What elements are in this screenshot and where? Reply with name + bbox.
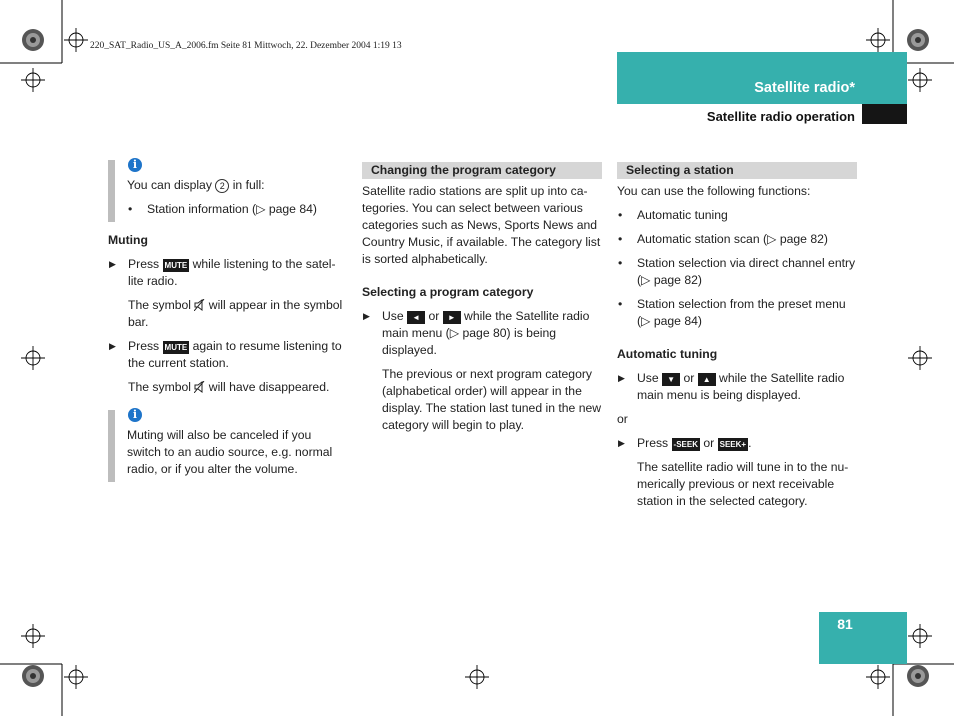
- result-text: The symbol: [128, 380, 195, 394]
- step-text: Press: [128, 257, 163, 271]
- step-text: or: [425, 309, 443, 323]
- step-text: Use: [637, 371, 663, 385]
- step-text: Press: [128, 339, 163, 353]
- instruction-step: [362, 308, 602, 359]
- mute-key-icon: MUTE: [164, 261, 188, 270]
- result-text: will appear in the symbol bar.: [128, 298, 343, 329]
- step-arrow-icon: ▶: [109, 341, 116, 351]
- section-heading-station: Selecting a station: [617, 162, 857, 179]
- step-result: [108, 297, 348, 331]
- bullet-icon: •: [618, 208, 623, 222]
- muting-heading: Muting: [108, 233, 148, 247]
- page-number: 81: [837, 616, 853, 632]
- step-text: or: [680, 371, 698, 385]
- file-meta-line: 220_SAT_Radio_US_A_2006.fm Seite 81 Mittwoch, 22. Dezember 2004 1:19 13: [90, 41, 402, 51]
- section-subtitle: Satellite radio operation: [706, 109, 855, 124]
- list-item: [617, 255, 857, 289]
- instruction-step: [617, 435, 857, 452]
- step-text: Press: [637, 436, 672, 450]
- column-left: [108, 156, 348, 492]
- step-text: or: [700, 436, 718, 450]
- info-text: Muting will also be canceled if you switch to an audio source, e.g. normal radio, or if you alter the volume.: [127, 428, 333, 476]
- down-arrow-key-icon: ▼: [662, 373, 680, 386]
- category-intro: Satellite radio stations are split up into ca-tegories. You can select between various categories such as News, Sports News and Country Music, if available. The category list is sorted alphabetically.: [362, 184, 601, 266]
- up-arrow-key-icon: ▲: [698, 373, 716, 386]
- chapter-title: Satellite radio*: [754, 80, 855, 96]
- list-item-text: Automatic tuning: [637, 208, 728, 222]
- column-middle: [362, 162, 602, 441]
- list-item-text: Automatic station scan (▷ page 82): [637, 232, 828, 246]
- info-note-muting: [108, 408, 348, 478]
- list-item: [127, 201, 348, 218]
- info-bar: [108, 410, 115, 482]
- mute-speaker-icon: [194, 299, 205, 311]
- seek-minus-key-icon: -SEEK: [673, 440, 698, 449]
- list-item: [617, 207, 857, 224]
- step-text: .: [748, 436, 752, 450]
- info-text-part: in full:: [229, 178, 265, 192]
- instruction-step: [108, 256, 348, 290]
- info-icon: i: [128, 158, 142, 172]
- mute-speaker-icon: [194, 381, 205, 393]
- step-arrow-icon: ▶: [618, 438, 625, 448]
- select-category-heading: Selecting a program category: [362, 285, 534, 299]
- list-item: [617, 296, 857, 330]
- instruction-step: [617, 370, 857, 404]
- step-result: The satellite radio will tune in to the nu-merically previous or next receivable station in the selected category.: [637, 460, 849, 508]
- step-text: while the Satellite radio main menu is being displayed.: [637, 371, 845, 402]
- column-right: [617, 162, 857, 517]
- info-text-part: You can display: [127, 178, 216, 192]
- list-item-text: Station information (▷ page 84): [147, 202, 317, 216]
- step-arrow-icon: ▶: [363, 311, 370, 321]
- bullet-icon: •: [618, 232, 623, 246]
- result-text: will have disappeared.: [205, 380, 330, 394]
- list-item-text: Station selection via direct channel entry (▷ page 82): [637, 256, 856, 287]
- info-icon: i: [128, 408, 142, 422]
- mute-key-icon: MUTE: [164, 343, 188, 352]
- callout-number-icon: 2: [215, 179, 229, 193]
- or-separator: or: [617, 412, 628, 426]
- step-result: [108, 379, 348, 396]
- left-arrow-key-icon: ◄: [407, 311, 425, 324]
- step-text: again to resume listening to the current station.: [128, 339, 342, 370]
- list-item: [617, 231, 857, 248]
- info-text: [127, 177, 348, 194]
- bullet-icon: •: [618, 256, 623, 270]
- step-arrow-icon: ▶: [618, 373, 625, 383]
- step-text: Use: [382, 309, 408, 323]
- step-result: The previous or next program category (alphabetical order) will appear in the display. The station last tuned in the new category will begin to play.: [382, 367, 602, 432]
- right-arrow-key-icon: ►: [443, 311, 461, 324]
- step-arrow-icon: ▶: [109, 259, 116, 269]
- seek-plus-key-icon: SEEK+: [719, 440, 747, 449]
- instruction-step: [108, 338, 348, 372]
- section-heading-category: Changing the program category: [362, 162, 602, 179]
- step-text: while the Satellite radio main menu (▷ page 80) is being displayed.: [382, 309, 590, 357]
- section-marker: [862, 104, 907, 124]
- bullet-icon: •: [618, 297, 623, 311]
- bullet-icon: •: [128, 202, 133, 216]
- station-intro: You can use the following functions:: [617, 184, 811, 198]
- info-bar: [108, 160, 115, 222]
- automatic-tuning-heading: Automatic tuning: [617, 347, 718, 361]
- info-note-display: [108, 158, 348, 218]
- result-text: The symbol: [128, 298, 195, 312]
- step-text: while listening to the satel-lite radio.: [128, 257, 336, 288]
- list-item-text: Station selection from the preset menu (▷ page 84): [637, 297, 846, 328]
